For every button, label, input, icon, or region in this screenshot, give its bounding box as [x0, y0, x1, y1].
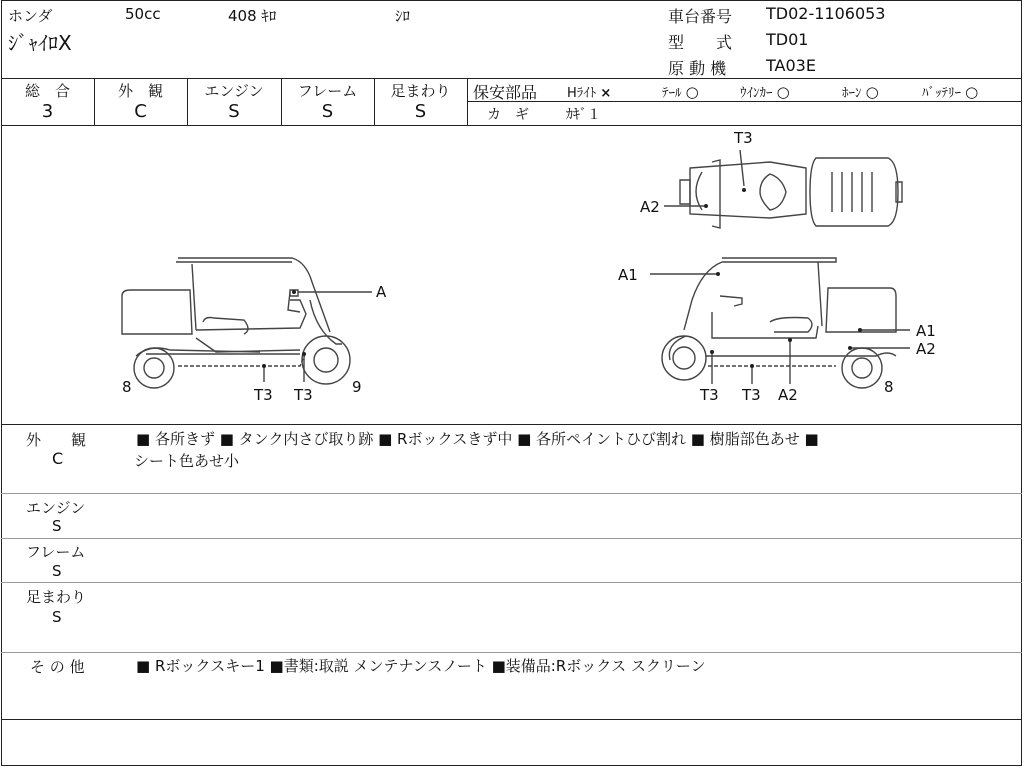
- right-box: [826, 288, 896, 332]
- divider: [1, 652, 1022, 653]
- label-top-t3: T3: [734, 129, 753, 147]
- label-left-t3-b: T3: [294, 386, 313, 404]
- remark-frame-label: フレーム: [26, 543, 86, 561]
- safety-item-battery: ﾊﾞｯﾃﾘｰ ○: [922, 83, 979, 101]
- scooter-diagram: [0, 126, 1022, 424]
- label-right-a2: A2: [778, 386, 798, 404]
- grade-value-exterior: C: [134, 101, 147, 122]
- label-top-a2: A2: [640, 198, 660, 216]
- safety-label: 保安部品: [473, 83, 538, 102]
- label-left-8: 8: [122, 378, 132, 396]
- divider: [1, 582, 1022, 583]
- left-box: [122, 290, 192, 334]
- key-value: ｶｷﾞ１: [566, 107, 601, 123]
- grade-header-engine: エンジン: [204, 82, 264, 100]
- right-roof: [722, 258, 836, 262]
- divider: [1, 538, 1022, 539]
- left-front-wheel: [302, 336, 350, 384]
- grade-value-frame: S: [321, 101, 334, 122]
- remark-engine-label: エンジン: [26, 499, 86, 517]
- remark-other-text: ■ Rボックスキー1 ■書類:取説 メンテナンスノート ■装備品:Rボックス スクリーン: [136, 657, 706, 675]
- displacement: 50cc: [125, 5, 161, 23]
- remark-suspension-label: 足まわり: [26, 588, 87, 606]
- key-label: カ ギ: [487, 107, 529, 123]
- grade-header-exterior: 外 観: [117, 82, 163, 100]
- safety-item-tail: ﾃｰﾙ ○: [662, 83, 699, 101]
- remark-suspension-grade: S: [52, 608, 62, 626]
- grade-header-overall: 総 合: [24, 82, 70, 100]
- safety-item-winker: ｳｲﾝｶｰ ○: [740, 83, 790, 101]
- safety-item-horn: ﾎｰﾝ ○: [842, 83, 879, 101]
- top-body: [690, 162, 806, 218]
- type-value: TD01: [766, 30, 809, 49]
- label-right-t3-a: T3: [700, 386, 719, 404]
- left-roof: [178, 258, 330, 332]
- frame-no-label: 車台番号: [668, 7, 733, 26]
- right-front-wheel: [662, 336, 706, 380]
- label-right-a2-side: A2: [916, 340, 936, 358]
- grade-value-suspension: S: [414, 101, 427, 122]
- engine-label: 原 動 機: [668, 59, 727, 78]
- divider: [1, 78, 1022, 79]
- grade-value-engine: S: [228, 101, 240, 122]
- label-right-t3-b: T3: [742, 386, 761, 404]
- label-left-a: A: [376, 283, 387, 301]
- grade-header-frame: フレーム: [297, 82, 358, 100]
- frame-no: TD02-1106053: [766, 4, 886, 23]
- remark-frame-grade: S: [52, 562, 62, 580]
- remark-other-label: そ の 他: [30, 658, 85, 676]
- divider: [467, 101, 1022, 102]
- remark-engine-grade: S: [52, 517, 62, 535]
- right-rear-wheel: [842, 348, 882, 388]
- model-name: ｼﾞｬｲﾛX: [8, 31, 72, 55]
- label-left-9: 9: [352, 378, 362, 396]
- remark-exterior-text-2: シート色あせ小: [134, 452, 240, 470]
- label-right-a1-roof: A1: [618, 266, 638, 284]
- divider: [1, 719, 1022, 720]
- maker: ホンダ: [8, 7, 53, 25]
- type-label: 型 式: [668, 33, 733, 52]
- remark-exterior-label: 外 観: [26, 431, 87, 449]
- grade-header-suspension: 足まわり: [390, 82, 451, 100]
- divider: [1, 424, 1022, 425]
- divider: [1, 493, 1022, 494]
- label-right-8: 8: [884, 378, 894, 396]
- safety-item-headlight: Hﾗｲﾄ ×: [567, 86, 612, 101]
- remark-exterior-text-1: ■ 各所きず ■ タンク内さび取り跡 ■ Rボックスきず中 ■ 各所ペイントひび割れ ■ 樹脂部色あせ ■: [136, 430, 819, 448]
- grade-value-overall: 3: [41, 101, 54, 122]
- color: ｼﾛ: [395, 7, 411, 25]
- label-left-t3-a: T3: [254, 386, 273, 404]
- label-right-a1-box: A1: [916, 322, 936, 340]
- mileage: 408 ｷﾛ: [228, 7, 277, 25]
- divider: [467, 78, 468, 125]
- top-box: [810, 158, 898, 226]
- remark-exterior-grade: C: [52, 449, 64, 468]
- engine-value: TA03E: [766, 56, 816, 75]
